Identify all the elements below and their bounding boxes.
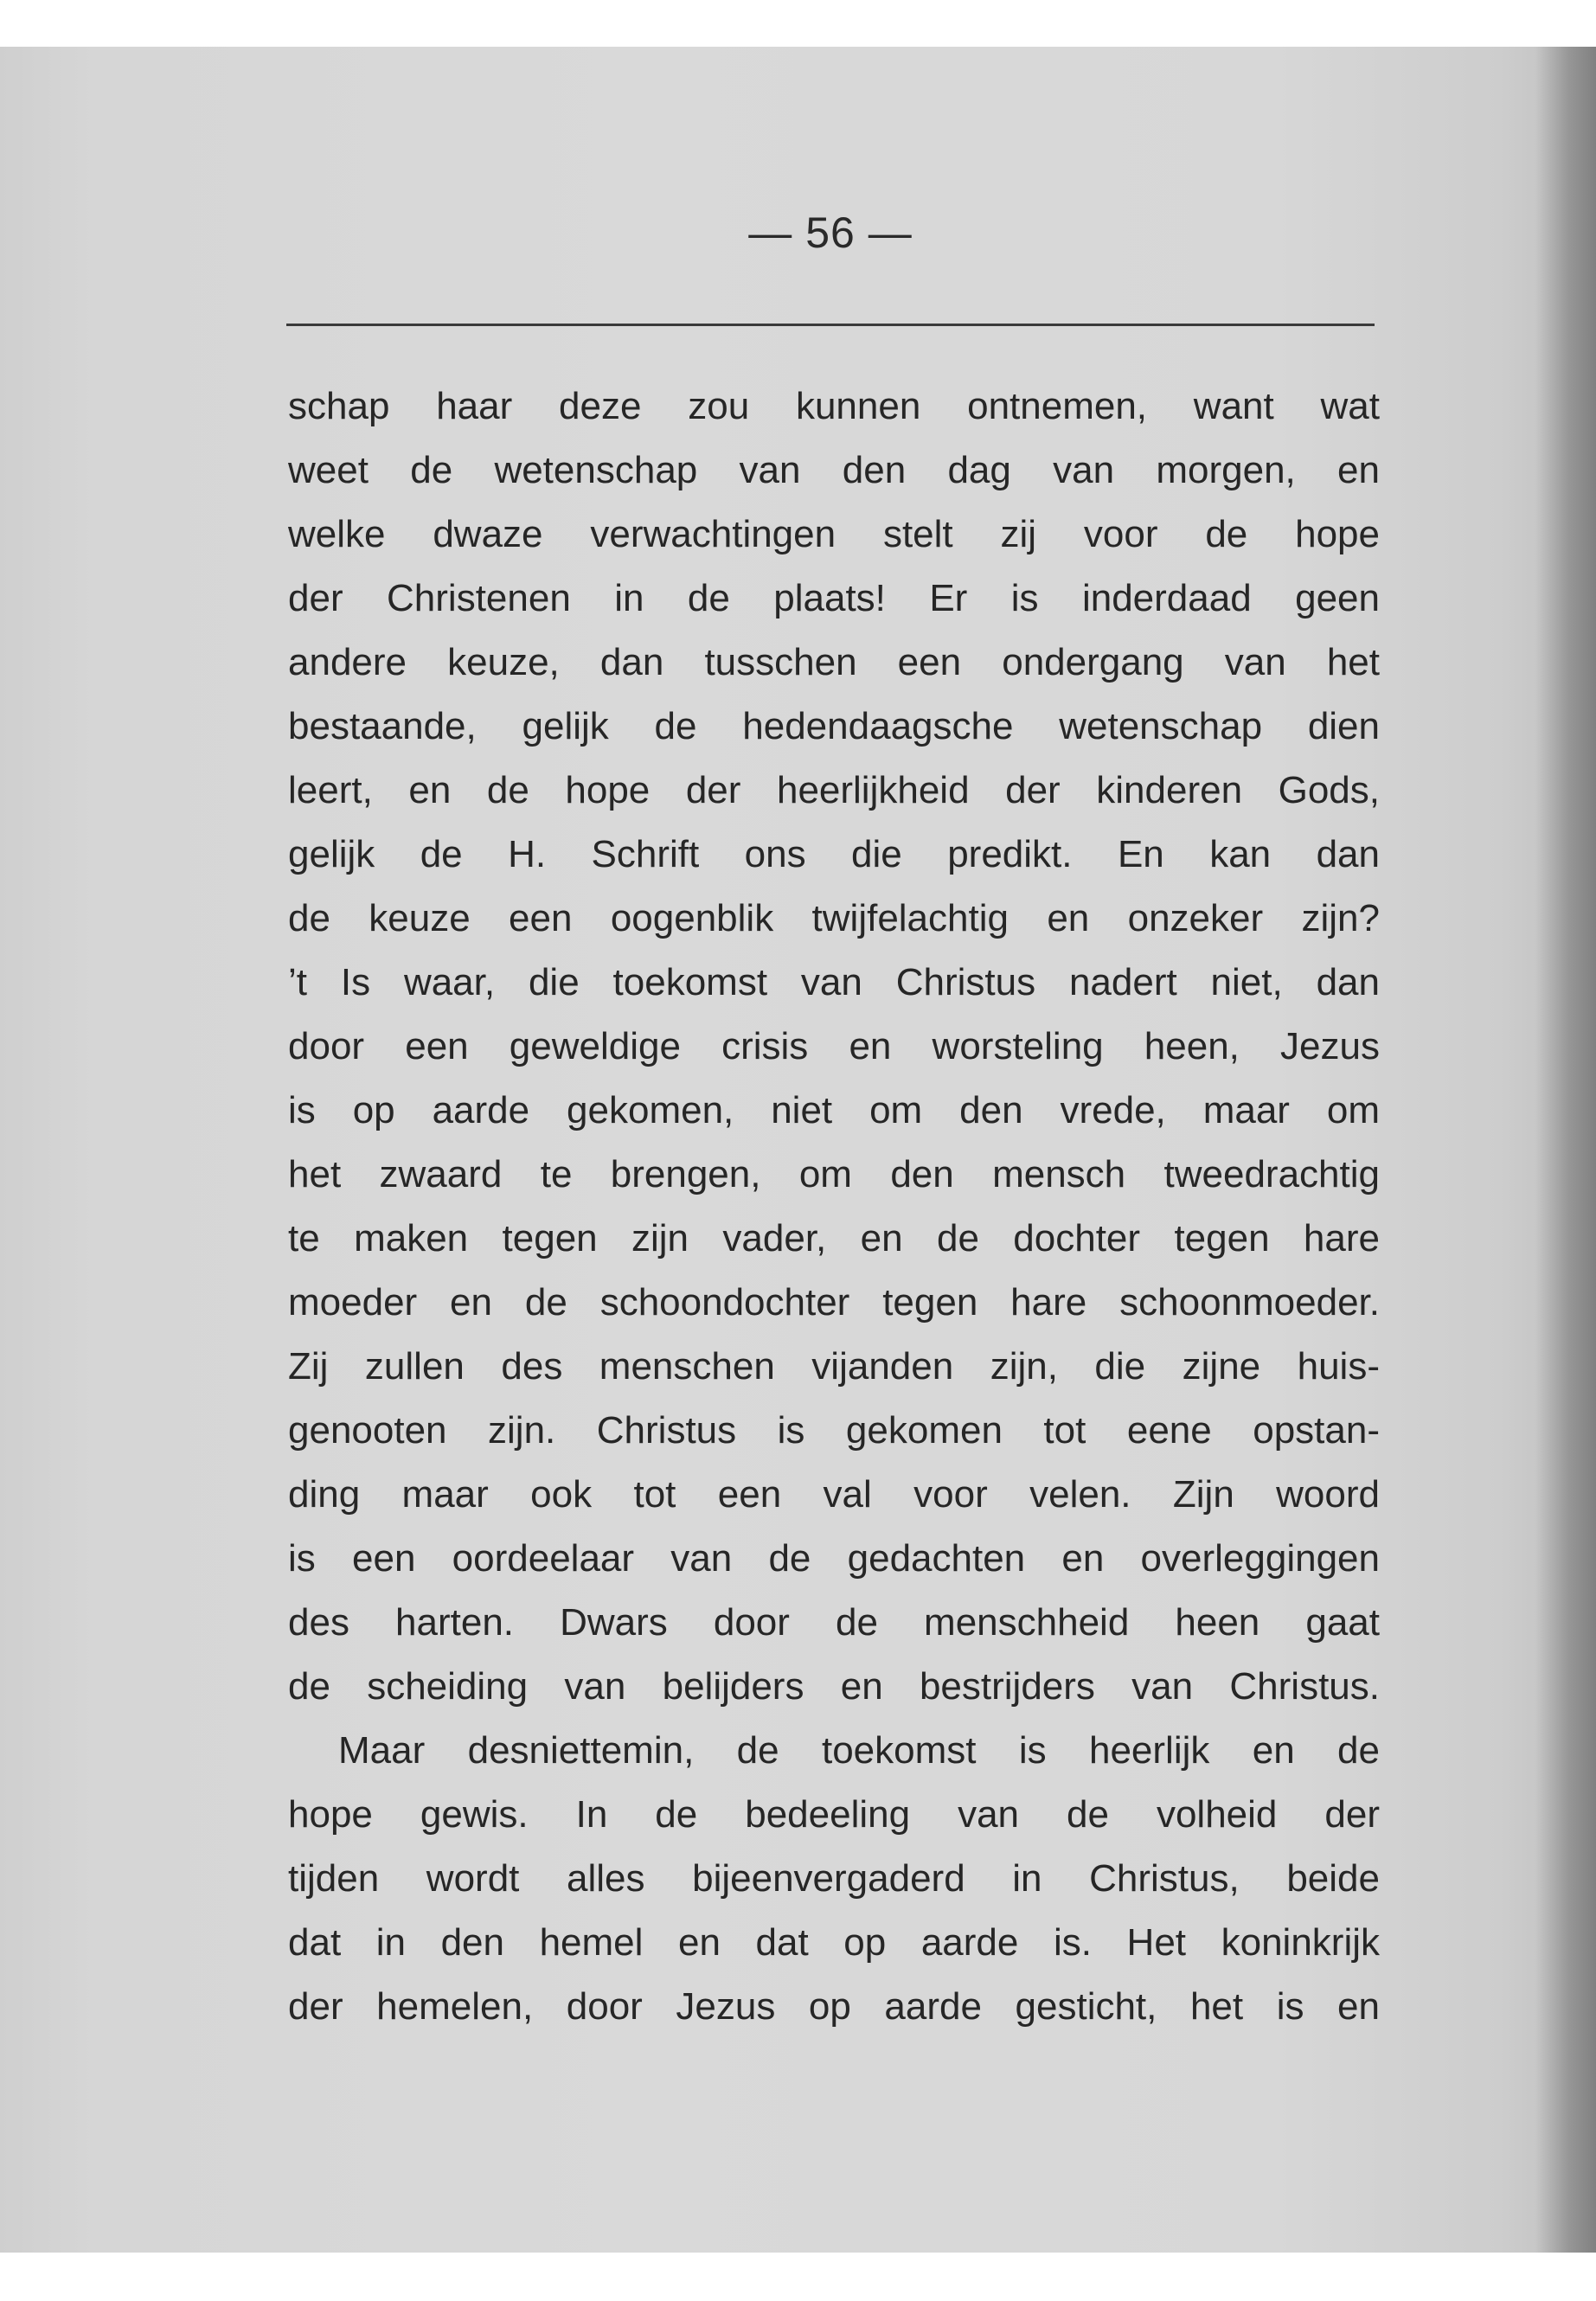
text-line: genooten zijn. Christus is gekomen tot eene opstan- xyxy=(288,1409,1380,1452)
text-line: het zwaard te brengen, om den mensch tweedrachtig xyxy=(288,1153,1380,1195)
text-line: der Christenen in de plaats! Er is inderdaad geen xyxy=(288,577,1380,619)
header-rule xyxy=(286,324,1375,326)
text-line: moeder en de schoondochter tegen hare schoonmoeder. xyxy=(288,1281,1380,1324)
text-line: is op aarde gekomen, niet om den vrede, maar om xyxy=(288,1089,1380,1131)
text-line: te maken tegen zijn vader, en de dochter tegen hare xyxy=(288,1217,1380,1259)
text-line: bestaande, gelijk de hedendaagsche wetenschap dien xyxy=(288,705,1380,747)
text-line: is een oordeelaar van de gedachten en overleggingen xyxy=(288,1537,1380,1580)
text-line: ’t Is waar, die toekomst van Christus nadert niet, dan xyxy=(288,961,1380,1003)
text-line: leert, en de hope der heerlijkheid der kinderen Gods, xyxy=(288,769,1380,811)
text-line: gelijk de H. Schrift ons die predikt. En kan dan xyxy=(288,833,1380,875)
text-line: des harten. Dwars door de menschheid heen gaat xyxy=(288,1601,1380,1644)
page-number: — 56 — xyxy=(748,208,913,257)
text-line: ding maar ook tot een val voor velen. Zijn woord xyxy=(288,1473,1380,1516)
text-line: de scheiding van belijders en bestrijders van Christus. xyxy=(288,1665,1380,1708)
text-line: weet de wetenschap van den dag van morgen, en xyxy=(288,449,1380,491)
body-text xyxy=(288,375,1380,2039)
paragraph-1 xyxy=(288,375,1380,1719)
text-line: dat in den hemel en dat op aarde is. Het koninkrijk xyxy=(288,1921,1380,1964)
page-spine-shadow xyxy=(1535,47,1596,2253)
text-line: de keuze een oogenblik twijfelachtig en onzeker zijn? xyxy=(288,897,1380,939)
text-line: welke dwaze verwachtingen stelt zij voor de hope xyxy=(288,513,1380,555)
text-line: andere keuze, dan tusschen een ondergang van het xyxy=(288,641,1380,683)
text-line: tijden wordt alles bijeenvergaderd in Christus, beide xyxy=(288,1857,1380,1900)
paragraph-2 xyxy=(288,1719,1380,2039)
text-line: schap haar deze zou kunnen ontnemen, want wat xyxy=(288,385,1380,427)
text-line: Zij zullen des menschen vijanden zijn, die zijne huis- xyxy=(288,1345,1380,1388)
text-line: Maar desniettemin, de toekomst is heerlijk en de xyxy=(338,1729,1380,1772)
text-line: door een geweldige crisis en worsteling heen, Jezus xyxy=(288,1025,1380,1067)
text-line: der hemelen, door Jezus op aarde gesticht, het is en xyxy=(288,1985,1380,2028)
text-line: hope gewis. In de bedeeling van de volheid der xyxy=(288,1793,1380,1836)
